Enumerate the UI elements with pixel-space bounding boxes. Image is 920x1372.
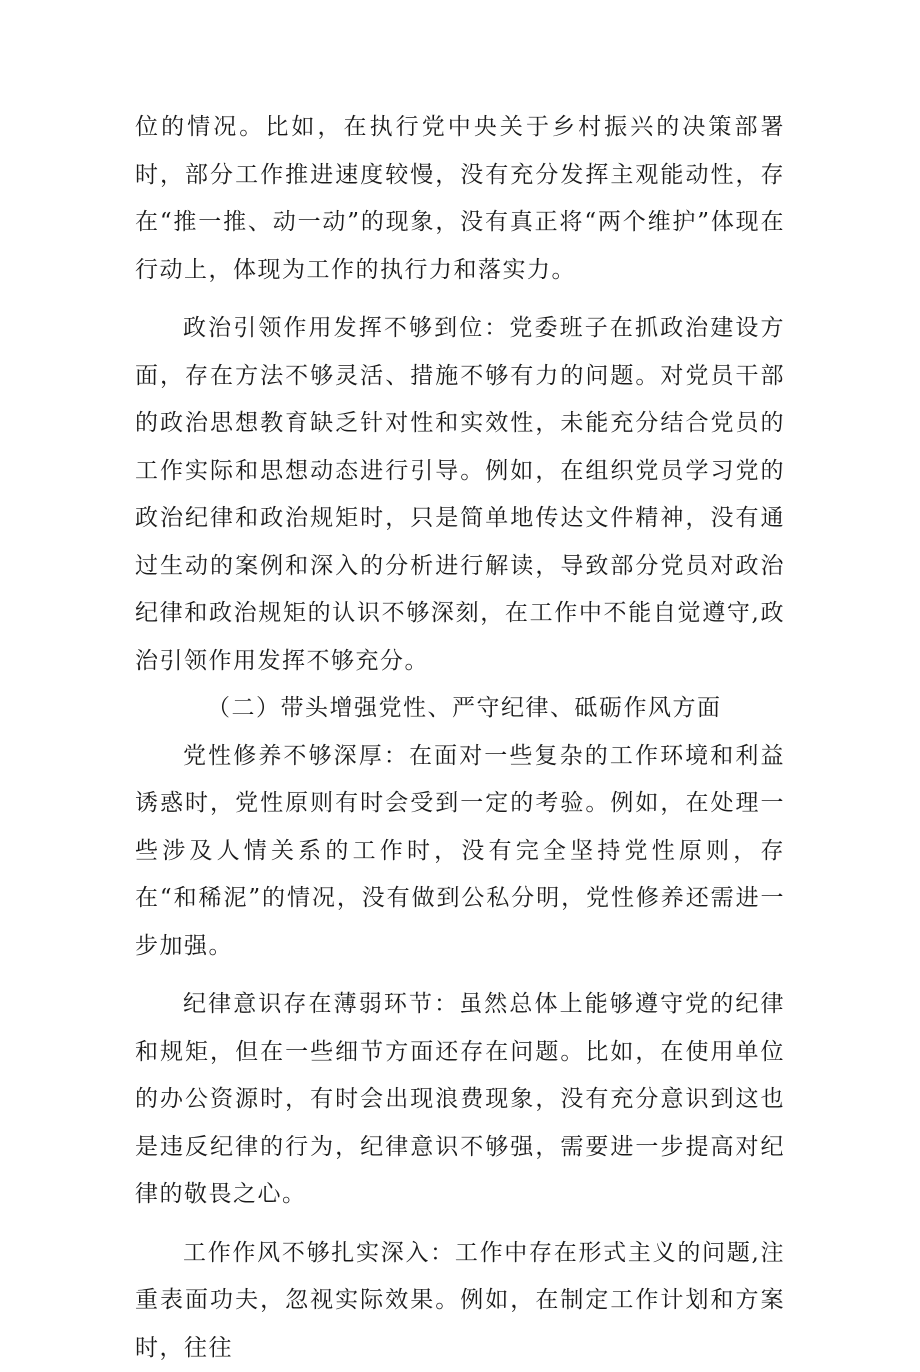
paragraph-party-spirit: 党性修养不够深厚：在面对一些复杂的工作环境和利益诱惑时，党性原则有时会受到一定的考验。例如，在处理一些涉及人情关系的工作时，没有完全坚持党性原则，存在“和稀泥”的情况，没有做到公私分明，党性修养还需进一步加强。 [135, 733, 785, 971]
section-heading: （二）带头增强党性、严守纪律、砥砺作风方面 [135, 685, 785, 733]
paragraph-political-leadership: 政治引领作用发挥不够到位：党委班子在抓政治建设方面，存在方法不够灵活、措施不够有力的问题。对党员干部的政治思想教育缺乏针对性和实效性，未能充分结合党员的工作实际和思想动态进行引导。例如，在组织党员学习党的政治纪律和政治规矩时，只是简单地传达文件精神，没有通过生动的案例和深入的分析进行解读，导致部分党员对政治纪律和政治规矩的认识不够深刻，在工作中不能自觉遵守,政治引领作用发挥不够充分。 [135, 305, 785, 685]
document-page [135, 104, 785, 1372]
paragraph-work-style: 工作作风不够扎实深入：工作中存在形式主义的问题,注重表面功夫，忽视实际效果。例如，在制定工作计划和方案时，往往 [135, 1230, 785, 1372]
paragraph-continuation: 位的情况。比如，在执行党中央关于乡村振兴的决策部署时，部分工作推进速度较慢，没有充分发挥主观能动性，存在“推一推、动一动”的现象，没有真正将“两个维护”体现在行动上，体现为工作的执行力和落实力。 [135, 104, 785, 294]
paragraph-discipline: 纪律意识存在薄弱环节：虽然总体上能够遵守党的纪律和规矩，但在一些细节方面还存在问题。比如，在使用单位的办公资源时，有时会出现浪费现象，没有充分意识到这也是违反纪律的行为，纪律意识不够强，需要进一步提高对纪律的敬畏之心。 [135, 981, 785, 1219]
